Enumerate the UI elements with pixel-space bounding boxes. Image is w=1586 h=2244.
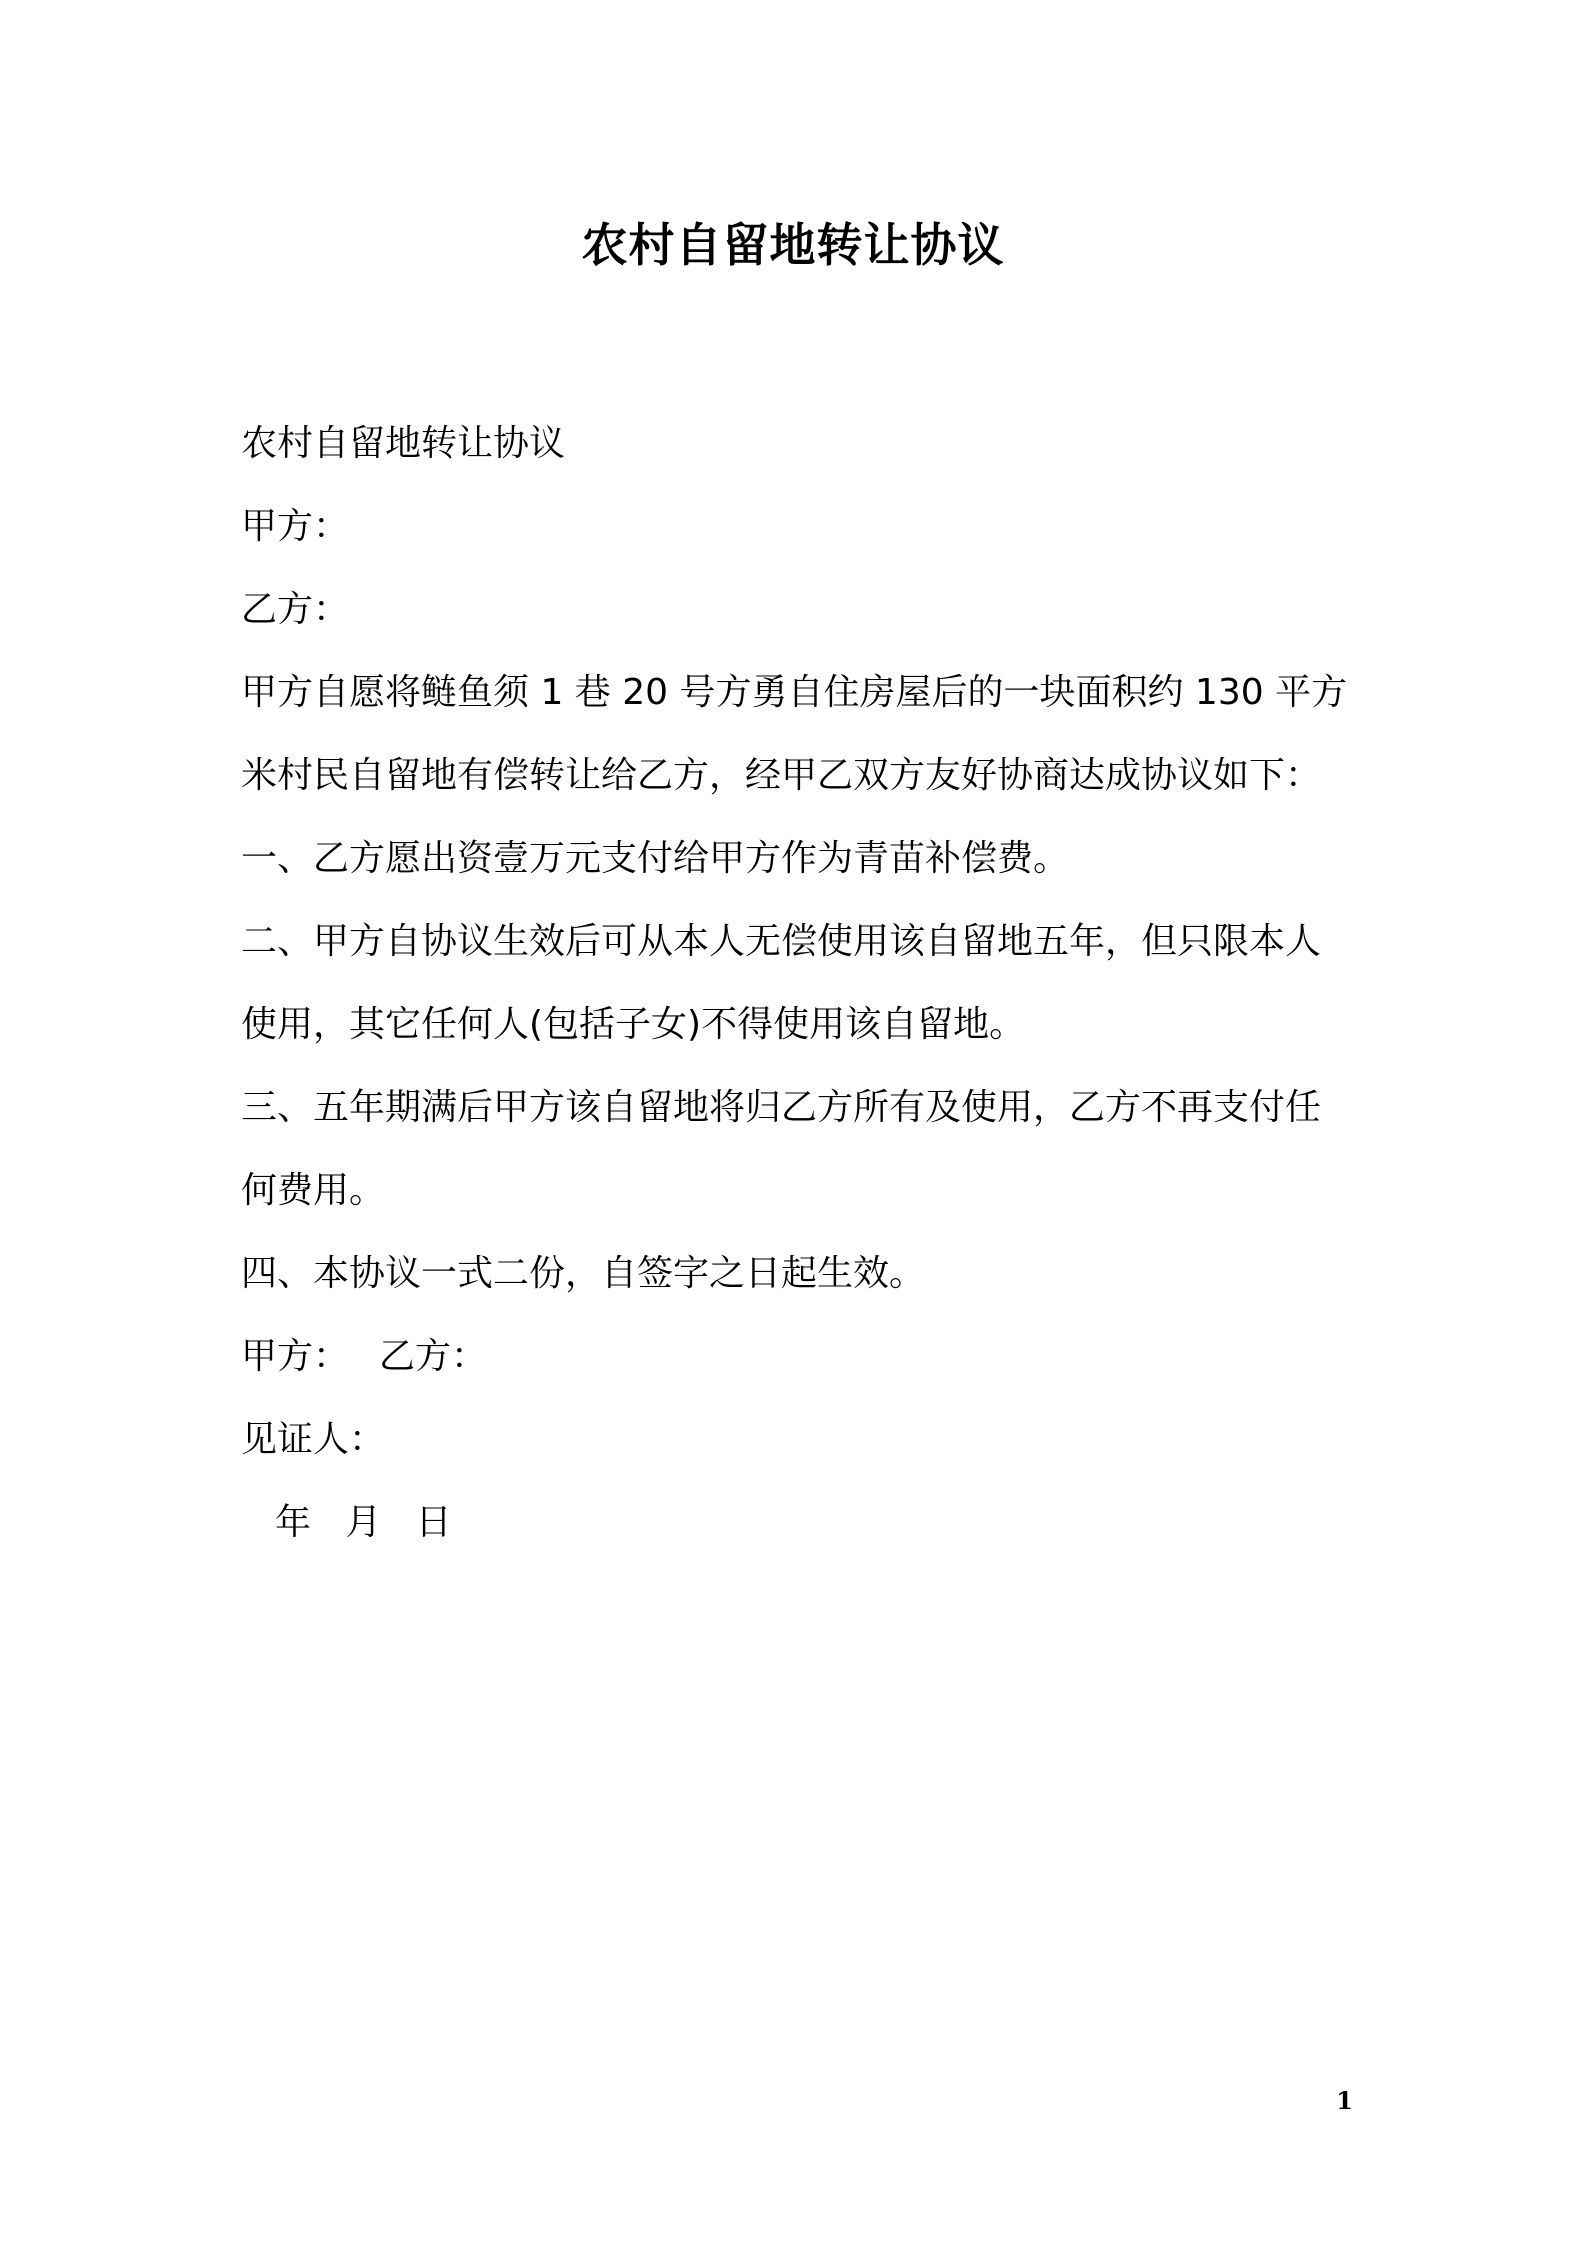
- clause-2-line-2: 使用，其它任何人(包括子女)不得使用该自留地。: [241, 1004, 1026, 1045]
- signature-line: [241, 1315, 1361, 1398]
- page-number: 1: [1336, 2086, 1353, 2115]
- document-title: 农村自留地转让协议: [581, 218, 1005, 272]
- clause-4: 四、本协议一式二份，自签字之日起生效。: [241, 1253, 926, 1294]
- date-line: 年 月 日: [275, 1502, 452, 1543]
- party-b-label: 乙方：: [241, 589, 350, 630]
- party-a-label: 甲方：: [241, 506, 350, 547]
- clause-2-line-1: 二、甲方自协议生效后可从本人无偿使用该自留地五年，但只限本人: [241, 921, 1322, 962]
- document-heading: 农村自留地转让协议: [241, 423, 566, 464]
- clause-1: 一、乙方愿出资壹万元支付给甲方作为青苗补偿费。: [241, 838, 1070, 879]
- document-body: [241, 402, 1361, 1564]
- intro-paragraph-line-1: 甲方自愿将鲢鱼须 1 巷 20 号方勇自住房屋后的一块面积约 130 平方: [241, 672, 1348, 713]
- clause-3-line-1: 三、五年期满后甲方该自留地将归乙方所有及使用，乙方不再支付任: [241, 1087, 1322, 1128]
- witness-label: 见证人：: [241, 1419, 386, 1460]
- intro-paragraph-line-2: 米村民自留地有偿转让给乙方，经甲乙双方友好协商达成协议如下：: [241, 755, 1322, 796]
- clause-3-line-2: 何费用。: [241, 1170, 386, 1211]
- signature-party-a: 甲方：: [241, 1336, 350, 1377]
- signature-party-b: 乙方：: [379, 1336, 488, 1377]
